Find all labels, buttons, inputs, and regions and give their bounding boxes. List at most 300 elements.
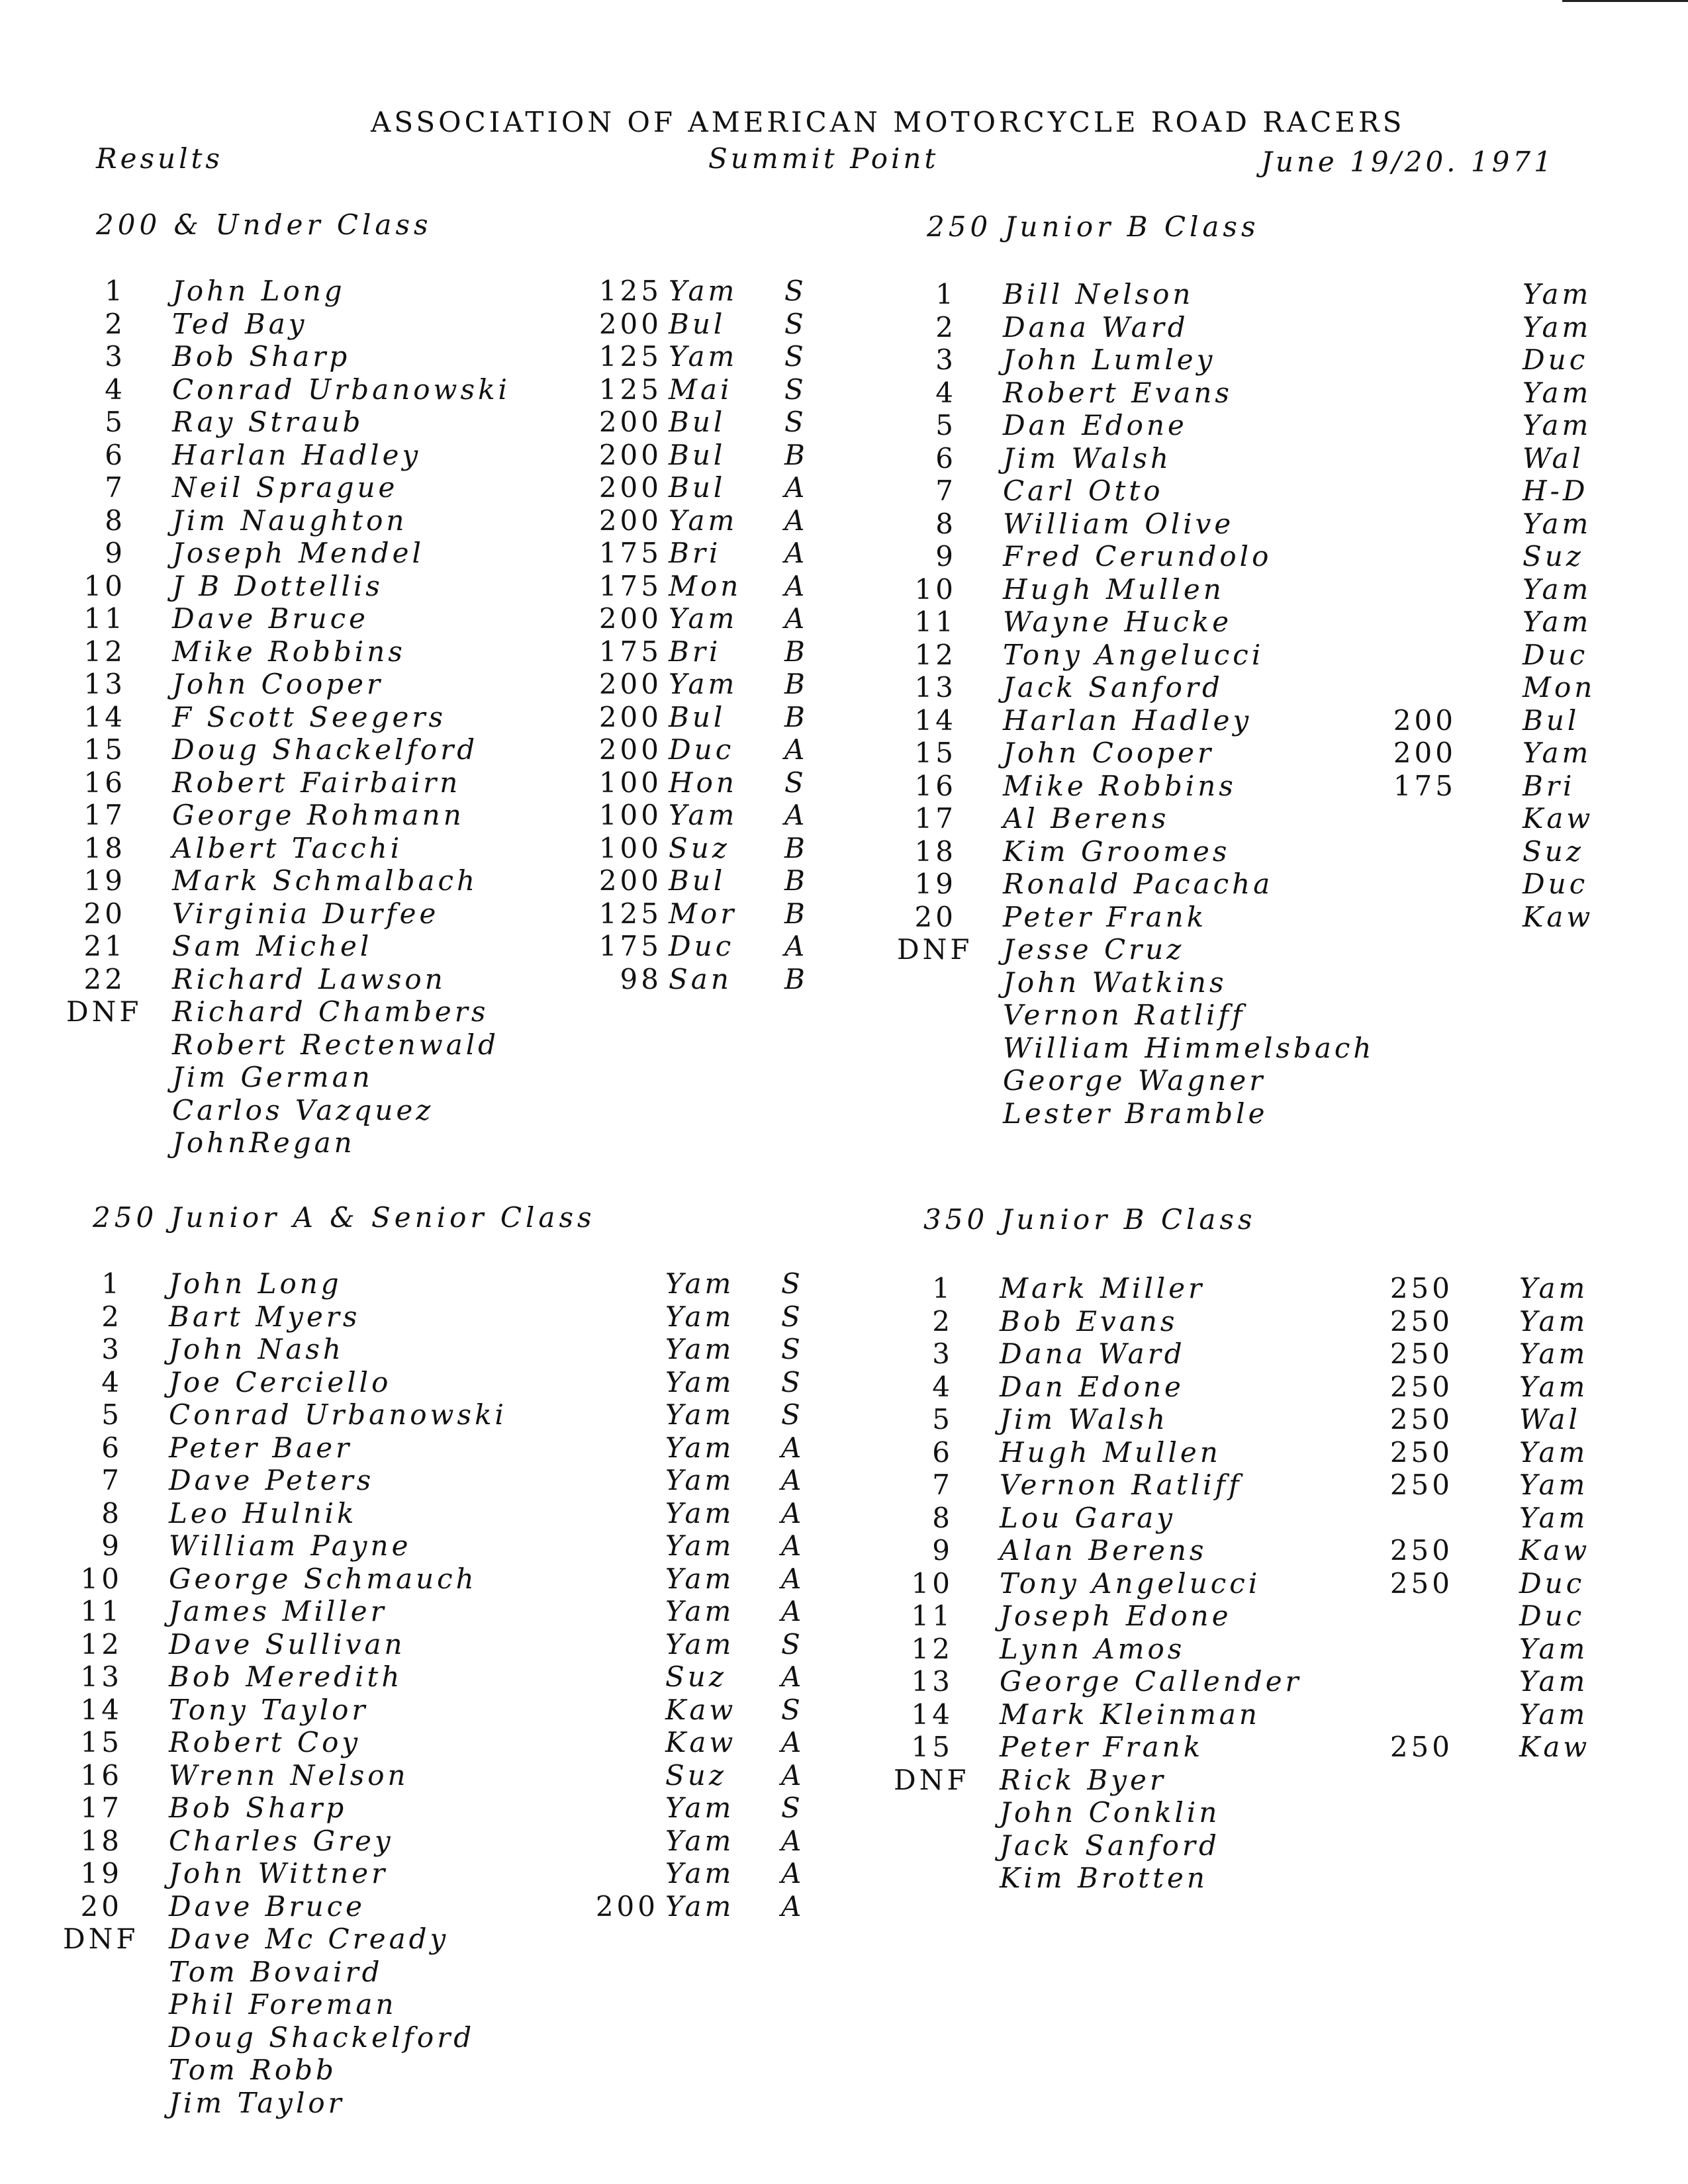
result-pos: 10 [80,1562,122,1595]
result-make: Yam [665,1824,735,1857]
result-row [83,831,824,865]
result-make: Yam [669,668,738,700]
result-name: James Miller [169,1595,387,1627]
result-pos: 3 [101,1333,122,1365]
result-cc: 175 [598,635,662,668]
result-make: San [669,962,732,995]
result-pos: 11 [80,1595,122,1627]
class-title-350-junior-b: 350 Junior B Class [923,1203,1256,1236]
result-make: Mon [669,569,742,602]
result-pos: 17 [80,1792,122,1824]
result-cc: 200 [598,668,662,700]
result-name: Albert Tacchi [172,831,403,864]
result-cc: 98 [620,962,662,995]
result-cc: 200 [598,438,662,471]
result-name: Hugh Mullen [1003,572,1225,606]
result-row [93,1956,821,1989]
result-make: Suz [665,1661,727,1693]
result-row [93,2054,821,2087]
result-cc: 250 [1389,1731,1453,1763]
result-make: Yam [1519,1272,1589,1304]
result-row [914,737,1592,770]
result-row [911,1567,1585,1600]
result-name: Charles Grey [169,1824,394,1857]
result-make: Yam [665,1595,735,1627]
result-row [914,802,1594,835]
result-name: Wayne Hucke [1003,606,1233,638]
result-pos: 10 [911,1567,953,1600]
result-name: John Watkins [1003,966,1227,999]
result-make: Mon [1523,671,1596,704]
result-pos: 15 [911,1731,953,1763]
result-pos: 9 [105,537,126,569]
result-grade: A [781,1661,805,1693]
result-make: Yam [1523,278,1592,310]
result-name: John Cooper [1003,737,1215,769]
result-make: Yam [665,1267,735,1300]
result-make: Bul [669,471,726,504]
result-cc: 250 [1389,1469,1453,1501]
result-name: Mark Schmalbach [172,864,479,897]
result-row [63,1923,821,1956]
result-grade: A [781,1595,805,1627]
result-name: Peter Frank [1000,1731,1204,1763]
result-row [914,671,1596,704]
result-cc: 125 [598,340,662,373]
result-pos: DNF [897,933,973,966]
result-name: Bill Nelson [1003,278,1194,310]
result-name: John Long [169,1267,342,1300]
result-name: Dave Bruce [172,602,369,635]
result-grade: S [784,373,807,406]
result-pos: 5 [101,1398,122,1431]
result-row [80,1758,821,1792]
result-pos: 15 [83,733,126,766]
result-name: Richard Lawson [172,962,446,995]
result-grade: A [781,1857,805,1889]
result-pos: 16 [80,1758,122,1792]
result-make: Duc [1523,868,1589,900]
result-name: Joe Cerciello [169,1365,392,1398]
result-make: Bul [669,700,726,733]
result-pos: 5 [935,409,957,441]
result-make: Hon [669,766,737,799]
result-name: Bob Sharp [172,340,351,373]
result-row [80,1661,821,1694]
result-make: Yam [1523,409,1592,441]
result-make: Yam [1519,1469,1589,1501]
result-grade: A [781,1824,805,1857]
result-make: Duc [1523,638,1589,671]
result-row [96,439,824,472]
result-row [914,769,1589,803]
result-grade: S [781,1792,804,1824]
result-cc: 200 [598,700,662,733]
result-pos: 18 [914,835,957,868]
result-row [83,700,824,734]
result-cc: 250 [1389,1435,1453,1469]
result-pos: 14 [83,700,126,733]
result-pos: 16 [83,766,126,799]
result-pos: 9 [932,1534,953,1567]
result-make: Duc [1519,1600,1585,1632]
result-pos: 17 [914,802,957,835]
result-row [96,537,824,570]
result-name: Hugh Mullen [1000,1435,1221,1469]
result-make: Yam [669,340,738,373]
result-name: Peter Baer [169,1431,353,1464]
result-row [927,475,1589,508]
result-name: Jim German [172,1061,373,1093]
result-row [923,1534,1591,1567]
result-row [923,1370,1589,1404]
result-pos: 21 [83,930,126,962]
result-name: Jack Sanford [1003,671,1223,704]
result-grade: S [781,1333,804,1365]
result-cc: 250 [1389,1304,1453,1338]
result-row [80,1824,821,1858]
result-cc: 250 [1389,1370,1453,1403]
result-grade: A [781,1464,805,1496]
result-pos: 4 [105,373,126,406]
result-row [96,275,824,308]
result-row [93,1300,821,1334]
result-name: Tony Angelucci [1000,1567,1261,1600]
result-grade: A [781,1431,805,1464]
result-pos: 22 [83,962,126,995]
result-grade: S [784,307,807,340]
result-make: Yam [1519,1632,1589,1665]
result-make: Yam [1523,507,1592,540]
result-make: Suz [1523,540,1584,572]
result-name: Rick Byer [1000,1763,1166,1796]
result-row [914,638,1589,672]
result-cc: 200 [598,864,662,897]
result-grade: B [784,635,808,668]
result-grade: S [781,1627,804,1661]
result-row [80,1595,821,1628]
result-make: H-D [1523,475,1589,507]
result-name: Bob Meredith [169,1661,403,1693]
result-make: Yam [665,1562,735,1595]
result-name: F Scott Seegers [172,700,447,733]
result-row [927,1032,1589,1065]
result-name: Dana Ward [1003,310,1189,343]
result-make: Mai [669,373,733,406]
result-row [927,507,1592,541]
result-grade: A [784,537,808,569]
result-cc: 100 [598,799,662,831]
result-name: Dan Edone [1000,1370,1184,1403]
result-make: Duc [1523,343,1589,376]
result-make: Yam [1523,310,1592,343]
result-cc: 125 [598,897,662,930]
result-make: Suz [665,1758,727,1792]
result-cc: 200 [598,406,662,438]
result-make: Yam [665,1496,735,1529]
result-pos: 7 [935,475,957,507]
result-cc: 250 [1389,1534,1453,1567]
result-make: Yam [665,1627,735,1661]
result-row [923,1501,1589,1535]
result-pos: 13 [83,668,126,700]
result-name: J B Dottellis [172,569,383,602]
result-grade: A [784,569,808,602]
result-make: Yam [1519,1304,1589,1338]
result-make: Duc [669,733,735,766]
result-make: Yam [665,1529,735,1562]
result-pos: 15 [914,737,957,769]
result-grade: S [781,1693,804,1726]
result-name: Joseph Mendel [172,537,424,569]
result-make: Mor [669,897,737,930]
result-row [927,540,1589,573]
result-row [927,1064,1589,1097]
result-row [80,1857,821,1890]
result-row [914,900,1594,934]
result-pos: 8 [932,1501,953,1534]
result-make: Yam [665,1333,735,1365]
result-pos: 11 [911,1600,953,1632]
result-pos: 4 [935,376,957,409]
result-pos: 13 [914,671,957,704]
result-grade: B [784,962,808,995]
result-row [923,1469,1589,1502]
result-make: Yam [1523,572,1592,606]
result-row [93,1432,821,1465]
result-cc: 250 [1389,1567,1453,1600]
result-pos: 14 [911,1698,953,1731]
result-grade: B [784,668,808,700]
result-row [66,995,824,1028]
result-pos: DNF [66,995,142,1028]
result-grade: A [781,1562,805,1595]
result-row [914,572,1592,606]
result-pos: 13 [80,1661,122,1693]
result-name: Tony Angelucci [1003,638,1264,671]
result-name: Jim Walsh [1000,1403,1169,1435]
result-row [911,1632,1589,1666]
result-grade: A [781,1529,805,1562]
result-row [914,704,1589,737]
result-name: Doug Shackelford [169,2021,475,2054]
result-pos: 6 [101,1431,122,1464]
result-name: Lester Bramble [1003,1097,1268,1130]
result-make: Yam [1519,1435,1589,1469]
result-cc: 250 [1389,1338,1453,1370]
result-make: Kaw [1519,1731,1591,1763]
result-pos: 2 [935,310,957,343]
result-make: Yam [669,275,738,307]
result-row [927,343,1589,377]
result-pos: DNF [63,1923,139,1955]
result-make: Wal [1523,441,1584,475]
result-row [927,966,1589,999]
result-grade: A [784,504,808,537]
result-pos: 12 [911,1632,953,1665]
result-pos: 11 [83,602,126,635]
class-title-200-under: 200 & Under Class [96,208,432,241]
result-name: Alan Berens [1000,1534,1207,1567]
result-make: Yam [665,1464,735,1496]
result-name: George Rohmann [172,799,465,831]
result-pos: 1 [935,278,957,310]
result-grade: S [781,1267,804,1300]
result-row [96,1028,824,1062]
result-pos: 1 [932,1272,953,1304]
result-row [93,2021,821,2054]
result-pos: 2 [932,1304,953,1338]
result-name: Tom Robb [169,2054,337,2086]
result-row [80,1792,821,1825]
result-name: Peter Frank [1003,900,1207,933]
result-row [80,1726,821,1759]
result-row [923,1338,1589,1371]
result-name: Mike Robbins [172,635,406,668]
result-name: Robert Rectenwald [172,1028,500,1061]
result-make: Yam [1519,1698,1589,1731]
result-grade: S [784,275,807,307]
result-name: Mark Kleinman [1000,1698,1260,1731]
result-name: Ray Straub [172,406,364,438]
result-name: Robert Coy [169,1726,361,1758]
result-cc: 175 [598,930,662,962]
result-row [80,1562,821,1596]
result-name: Jim Naughton [172,504,408,537]
result-make: Yam [1523,376,1592,409]
result-pos: 2 [101,1300,122,1333]
result-grade: A [784,602,808,635]
result-grade: A [781,1496,805,1529]
result-pos: 12 [914,638,957,671]
result-name: Neil Sprague [172,471,399,504]
result-pos: 6 [935,441,957,475]
result-name: Harlan Hadley [1003,704,1252,737]
result-make: Bul [1523,704,1580,737]
result-name: Virginia Durfee [172,897,440,930]
result-row [80,1889,821,1923]
result-pos: 12 [83,635,126,668]
result-pos: 3 [935,343,957,376]
result-name: John Wittner [169,1857,389,1889]
result-row [93,1464,821,1497]
result-pos: 19 [83,864,126,897]
result-row [923,1435,1589,1469]
date-label: June 19/20. 1971 [1261,146,1555,178]
result-pos: 12 [80,1627,122,1661]
result-cc: 250 [1389,1403,1453,1435]
result-row [93,1398,821,1432]
result-grade: A [784,930,808,962]
result-make: Yam [1523,606,1592,638]
result-pos: 11 [914,606,957,638]
document-title: ASSOCIATION OF AMERICAN MOTORCYCLE ROAD RACERS [371,106,1405,138]
result-make: Bri [1523,769,1575,802]
result-row [96,1126,824,1160]
result-row [894,1763,1585,1797]
result-make: Yam [1519,1501,1589,1534]
result-name: Tom Bovaird [169,1955,383,1988]
result-row [83,930,824,963]
result-grade: B [784,864,808,897]
result-pos: 18 [83,831,126,864]
result-make: Kaw [1523,900,1594,933]
result-name: Lou Garay [1000,1501,1176,1534]
result-row [83,569,824,603]
class-table-200-under [66,275,824,1160]
result-row [83,602,824,635]
result-name: Jim Walsh [1003,441,1172,475]
result-row [911,1698,1589,1731]
result-name: John Cooper [172,668,384,700]
result-pos: 14 [914,704,957,737]
result-row [96,373,824,406]
result-name: Mike Robbins [1003,769,1237,802]
result-make: Yam [665,1398,735,1431]
result-name: Kim Brotten [1000,1862,1208,1894]
result-cc: 200 [598,504,662,537]
result-cc: 175 [598,569,662,602]
result-grade: S [784,340,807,373]
result-make: Kaw [1523,802,1594,835]
result-make: Yam [665,1300,735,1333]
result-make: Yam [669,799,738,831]
result-grade: S [781,1300,804,1333]
result-name: Richard Chambers [172,995,489,1028]
class-table-350-junior-b [894,1272,1591,1895]
result-make: Bul [669,864,726,897]
result-make: Yam [1523,737,1592,769]
result-name: Mark Miller [1000,1272,1205,1304]
result-name: Carlos Vazquez [172,1093,434,1126]
result-pos: 3 [105,340,126,373]
result-pos: 20 [83,897,126,930]
result-make: Bul [669,406,726,438]
result-name: Tony Taylor [169,1693,369,1726]
result-row [927,409,1592,442]
result-pos: 2 [105,307,126,340]
result-name: Fred Cerundolo [1003,540,1272,572]
result-name: John Lumley [1003,343,1216,376]
result-row [96,308,824,341]
result-row [83,635,824,668]
result-make: Suz [669,831,730,864]
result-name: George Callender [1000,1665,1302,1698]
result-grade: A [784,471,808,504]
result-cc: 100 [598,766,662,799]
result-name: Al Berens [1003,802,1170,835]
result-name: Harlan Hadley [172,438,422,471]
result-pos: 19 [80,1857,122,1889]
result-pos: 1 [101,1267,122,1300]
result-name: Phil Foreman [169,1988,397,2021]
result-make: Bul [669,438,726,471]
result-grade: B [784,700,808,733]
result-name: Dave Mc Cready [169,1923,449,1955]
result-cc: 200 [1393,704,1456,737]
scan-edge-line [1562,0,1688,2]
result-name: George Wagner [1003,1064,1266,1097]
result-name: John Conklin [1000,1796,1221,1829]
venue-label: Summit Point [708,142,939,175]
result-row [914,606,1592,639]
result-row [923,1304,1589,1338]
result-make: Yam [669,602,738,635]
result-pos: 8 [101,1496,122,1529]
result-grade: A [781,1889,805,1923]
result-make: Bul [669,307,726,340]
result-cc: 125 [598,275,662,307]
